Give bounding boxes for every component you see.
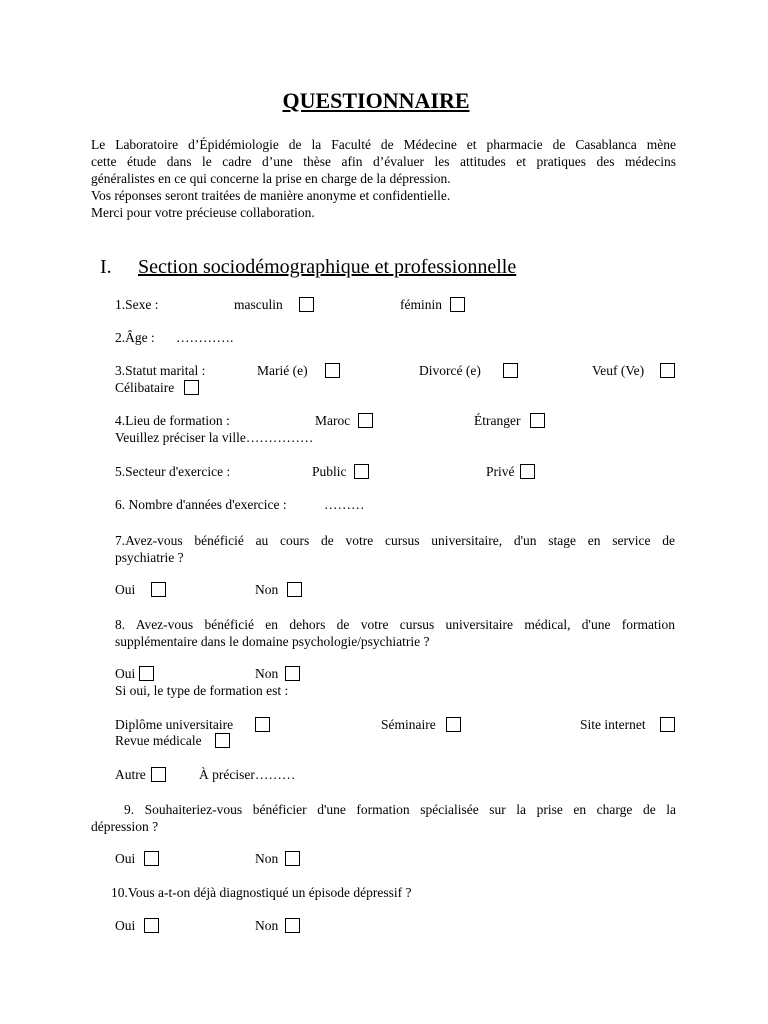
q8-other-checkbox[interactable]: [151, 767, 166, 782]
q3-single-checkbox[interactable]: [184, 380, 199, 395]
section-number: I.: [100, 256, 112, 278]
q3-option-married: Marié (e): [257, 363, 308, 378]
q8-no-label: Non: [255, 666, 279, 681]
q7-yes-checkbox[interactable]: [151, 582, 166, 597]
q4-abroad-checkbox[interactable]: [530, 413, 545, 428]
q8-question: [115, 616, 675, 650]
q7-no-label: Non: [255, 582, 279, 597]
q5-private-checkbox[interactable]: [520, 464, 535, 479]
q7-yes-label: Oui: [115, 582, 136, 597]
q8-yes-checkbox[interactable]: [139, 666, 154, 681]
q2-age-field[interactable]: ………….: [176, 330, 234, 345]
q8-option-other: Autre: [115, 767, 146, 782]
q8-line-2: supplémentaire dans le domaine psychologie/psychiatrie ?: [115, 634, 430, 649]
q9-line-1: 9. Souhaiteriez-vous bénéficier d'une formation spécialisée sur la prise en charge de la: [124, 802, 676, 817]
q8-option-seminar: Séminaire: [381, 717, 436, 732]
q9-question: [91, 801, 676, 835]
q3-label: 3.Statut marital :: [115, 363, 206, 378]
q7-line-1: 7.Avez-vous bénéficié au cours de votre cursus universitaire, d'un stage en service de: [115, 533, 675, 548]
q8-option-website: Site internet: [580, 717, 646, 732]
intro-text: [91, 136, 676, 221]
q1-option-female: féminin: [400, 297, 442, 312]
q5-label: 5.Secteur d'exercice :: [115, 464, 231, 479]
q6-years-field[interactable]: ………: [324, 497, 365, 512]
q7-line-2: psychiatrie ?: [115, 550, 184, 565]
q10-no-label: Non: [255, 918, 279, 933]
intro-line-2: cette étude dans le cadre d’une thèse afin d’évaluer les attitudes et pratiques des médecins: [91, 154, 676, 169]
q4-morocco-checkbox[interactable]: [358, 413, 373, 428]
q4-option-morocco: Maroc: [315, 413, 351, 428]
q7-no-checkbox[interactable]: [287, 582, 302, 597]
q3-married-checkbox[interactable]: [325, 363, 340, 378]
intro-line-3: généralistes en ce qui concerne la prise en charge de la dépression.: [91, 171, 451, 186]
section-title: Section sociodémographique et professionnelle: [138, 256, 517, 278]
q6-label: 6. Nombre d'années d'exercice :: [115, 497, 287, 512]
q8-type-label: Si oui, le type de formation est :: [115, 683, 289, 698]
q8-line-1: 8. Avez-vous bénéficié en dehors de votre cursus universitaire médical, d'une formation: [115, 617, 675, 632]
q7-question: [115, 532, 675, 566]
q1-option-male: masculin: [234, 297, 283, 312]
q4-option-abroad: Étranger: [474, 413, 521, 428]
q9-yes-checkbox[interactable]: [144, 851, 159, 866]
q9-no-checkbox[interactable]: [285, 851, 300, 866]
intro-line-4: Vos réponses seront traitées de manière anonyme et confidentielle.: [91, 188, 451, 203]
q9-no-label: Non: [255, 851, 279, 866]
q10-label: 10.Vous a-t-on déjà diagnostiqué un épisode dépressif ?: [111, 885, 412, 900]
q5-option-private: Privé: [486, 464, 515, 479]
q1-label: 1.Sexe :: [115, 297, 159, 312]
q1-male-checkbox[interactable]: [299, 297, 314, 312]
q8-option-journal: Revue médicale: [115, 733, 202, 748]
section-heading: [100, 255, 516, 279]
q9-yes-label: Oui: [115, 851, 136, 866]
q3-widowed-checkbox[interactable]: [660, 363, 675, 378]
q3-divorced-checkbox[interactable]: [503, 363, 518, 378]
q8-seminar-checkbox[interactable]: [446, 717, 461, 732]
q8-diploma-checkbox[interactable]: [255, 717, 270, 732]
q3-option-divorced: Divorcé (e): [419, 363, 481, 378]
q5-option-public: Public: [312, 464, 347, 479]
q1-female-checkbox[interactable]: [450, 297, 465, 312]
q8-no-checkbox[interactable]: [285, 666, 300, 681]
q10-yes-checkbox[interactable]: [144, 918, 159, 933]
q8-journal-checkbox[interactable]: [215, 733, 230, 748]
q10-no-checkbox[interactable]: [285, 918, 300, 933]
q4-label: 4.Lieu de formation :: [115, 413, 230, 428]
q5-public-checkbox[interactable]: [354, 464, 369, 479]
q8-website-checkbox[interactable]: [660, 717, 675, 732]
q8-option-diploma: Diplôme universitaire: [115, 717, 234, 732]
intro-line-5: Merci pour votre précieuse collaboration.: [91, 205, 315, 220]
page-title: QUESTIONNAIRE: [282, 88, 470, 113]
q8-yes-label: Oui: [115, 666, 136, 681]
q4-city-field[interactable]: Veuillez préciser la ville……………: [115, 430, 314, 445]
q2-label: 2.Âge :: [115, 330, 155, 345]
q8-specify-field[interactable]: À préciser………: [199, 767, 296, 782]
q9-line-2: dépression ?: [91, 819, 159, 834]
intro-line-1: Le Laboratoire d’Épidémiologie de la Faculté de Médecine et pharmacie de Casablanca mène: [91, 137, 676, 152]
q3-option-widowed: Veuf (Ve): [592, 363, 645, 378]
q3-option-single: Célibataire: [115, 380, 175, 395]
q10-yes-label: Oui: [115, 918, 136, 933]
